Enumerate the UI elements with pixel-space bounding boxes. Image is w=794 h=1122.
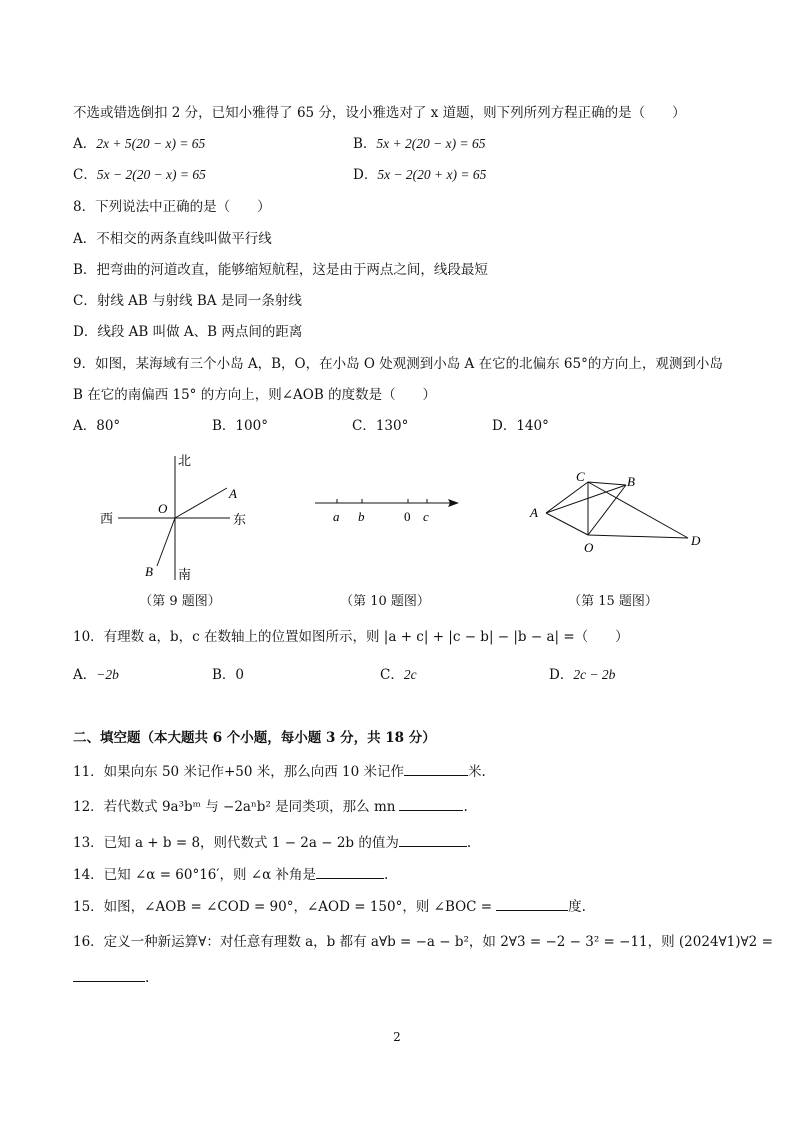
q11-answer-blank (404, 761, 468, 776)
q7-option-d: D．5x − 2(20 + x) = 65 (353, 167, 487, 183)
q15-answer-blank (496, 896, 568, 911)
q7-option-b: B．5x + 2(20 − x) = 65 (353, 136, 486, 152)
figure-10-number-line (310, 490, 470, 530)
q7-option-a: A．2x + 5(20 − x) = 65 (73, 136, 206, 152)
figure-10-caption: （第 10 题图） (340, 594, 430, 609)
q9-option-b: B．100° (212, 418, 268, 434)
label-c: C (576, 469, 585, 484)
q16-line1: 16．定义一种新运算∀：对任意有理数 a，b 都有 a∀b = −a − b²，如 2∀3 = −2 − 3² = −11，则 (2024∀1)∀2 = (73, 934, 773, 950)
q13: 13．已知 a + b = 8，则代数式 1 − 2a − 2b 的值为 . (73, 832, 471, 852)
q8-stem: 8．下列说法中正确的是（ ） (73, 199, 271, 215)
q12-answer-blank (399, 796, 463, 811)
q9-option-a: A．80° (73, 418, 121, 434)
q10-option-d: D．2c − 2b (549, 667, 616, 683)
q7-stem-continued: 不选或错选倒扣 2 分，已知小雅得了 65 分，设小雅选对了 x 道题，则下列所列方程正确的是（ ） (73, 105, 686, 121)
segment-od (588, 535, 688, 538)
figure-9-caption: （第 9 题图） (139, 594, 221, 609)
q10-option-a: A．−2b (73, 667, 119, 683)
segment-cd (588, 482, 688, 538)
label-zero: 0 (404, 509, 411, 524)
label-a: A (530, 505, 538, 520)
segment-ab (546, 485, 626, 513)
figure-9-compass (90, 448, 260, 588)
q10-stem: 10．有理数 a，b，c 在数轴上的位置如图所示，则 |a + c| + |c − b| − |b − a| =（ ） (73, 629, 629, 645)
label-c: c (423, 509, 429, 524)
ray-ob (157, 518, 175, 566)
q10-option-b: B．0 (212, 667, 245, 683)
q9-option-d: D．140° (492, 418, 549, 434)
q8-option-a: A．不相交的两条直线叫做平行线 (73, 231, 272, 247)
segment-ao (546, 513, 588, 535)
q9-option-c: C．130° (352, 418, 409, 434)
q14: 14．已知 ∠α = 60°16′，则 ∠α 补角是 . (73, 864, 388, 884)
label-a: A (229, 486, 237, 501)
label-o: O (158, 501, 168, 516)
label-north: 北 (178, 453, 192, 468)
ray-oa (175, 488, 227, 518)
q16-line2: . (73, 967, 149, 987)
segment-cb (588, 482, 626, 485)
label-south: 南 (178, 567, 192, 582)
q10-option-c: C．2c (380, 667, 417, 683)
figure-15-caption: （第 15 题图） (568, 594, 658, 609)
label-b: B (627, 474, 635, 489)
q9-stem-line2: B 在它的南偏西 15° 的方向上，则∠AOB 的度数是（ ） (73, 387, 437, 403)
label-east: 东 (233, 512, 247, 527)
label-o: O (584, 540, 594, 555)
q8-option-b: B．把弯曲的河道改直，能够缩短航程，这是由于两点之间，线段最短 (73, 262, 488, 278)
figure-15-geometry (522, 465, 712, 555)
page-number: 2 (393, 1030, 401, 1044)
label-a: a (333, 509, 340, 524)
q14-answer-blank (316, 864, 384, 879)
label-b: b (358, 509, 365, 524)
q7-option-c: C．5x − 2(20 − x) = 65 (73, 167, 206, 183)
q13-answer-blank (399, 832, 467, 847)
label-b: B (145, 564, 153, 579)
label-d: D (691, 533, 701, 548)
q15: 15．如图，∠AOB = ∠COD = 90°，∠AOD = 150°，则 ∠BOC = 度. (73, 896, 586, 916)
section-2-heading: 二、填空题（本大题共 6 个小题，每小题 3 分，共 18 分） (73, 730, 436, 746)
q12: 12．若代数式 9a³bᵐ 与 −2aⁿb² 是同类项，那么 mn . (73, 796, 468, 816)
q9-stem-line1: 9．如图，某海域有三个小岛 A，B，O，在小岛 O 处观测到小岛 A 在它的北偏东 65°的方向上，观测到小岛 (73, 356, 723, 372)
label-west: 西 (100, 511, 114, 526)
q16-answer-blank (73, 967, 145, 982)
q8-option-c: C．射线 AB 与射线 BA 是同一条射线 (73, 293, 302, 309)
q8-option-d: D．线段 AB 叫做 A、B 两点间的距离 (73, 324, 303, 340)
q11: 11．如果向东 50 米记作+50 米，那么向西 10 米记作 米. (73, 761, 486, 781)
segment-ac (546, 482, 588, 513)
